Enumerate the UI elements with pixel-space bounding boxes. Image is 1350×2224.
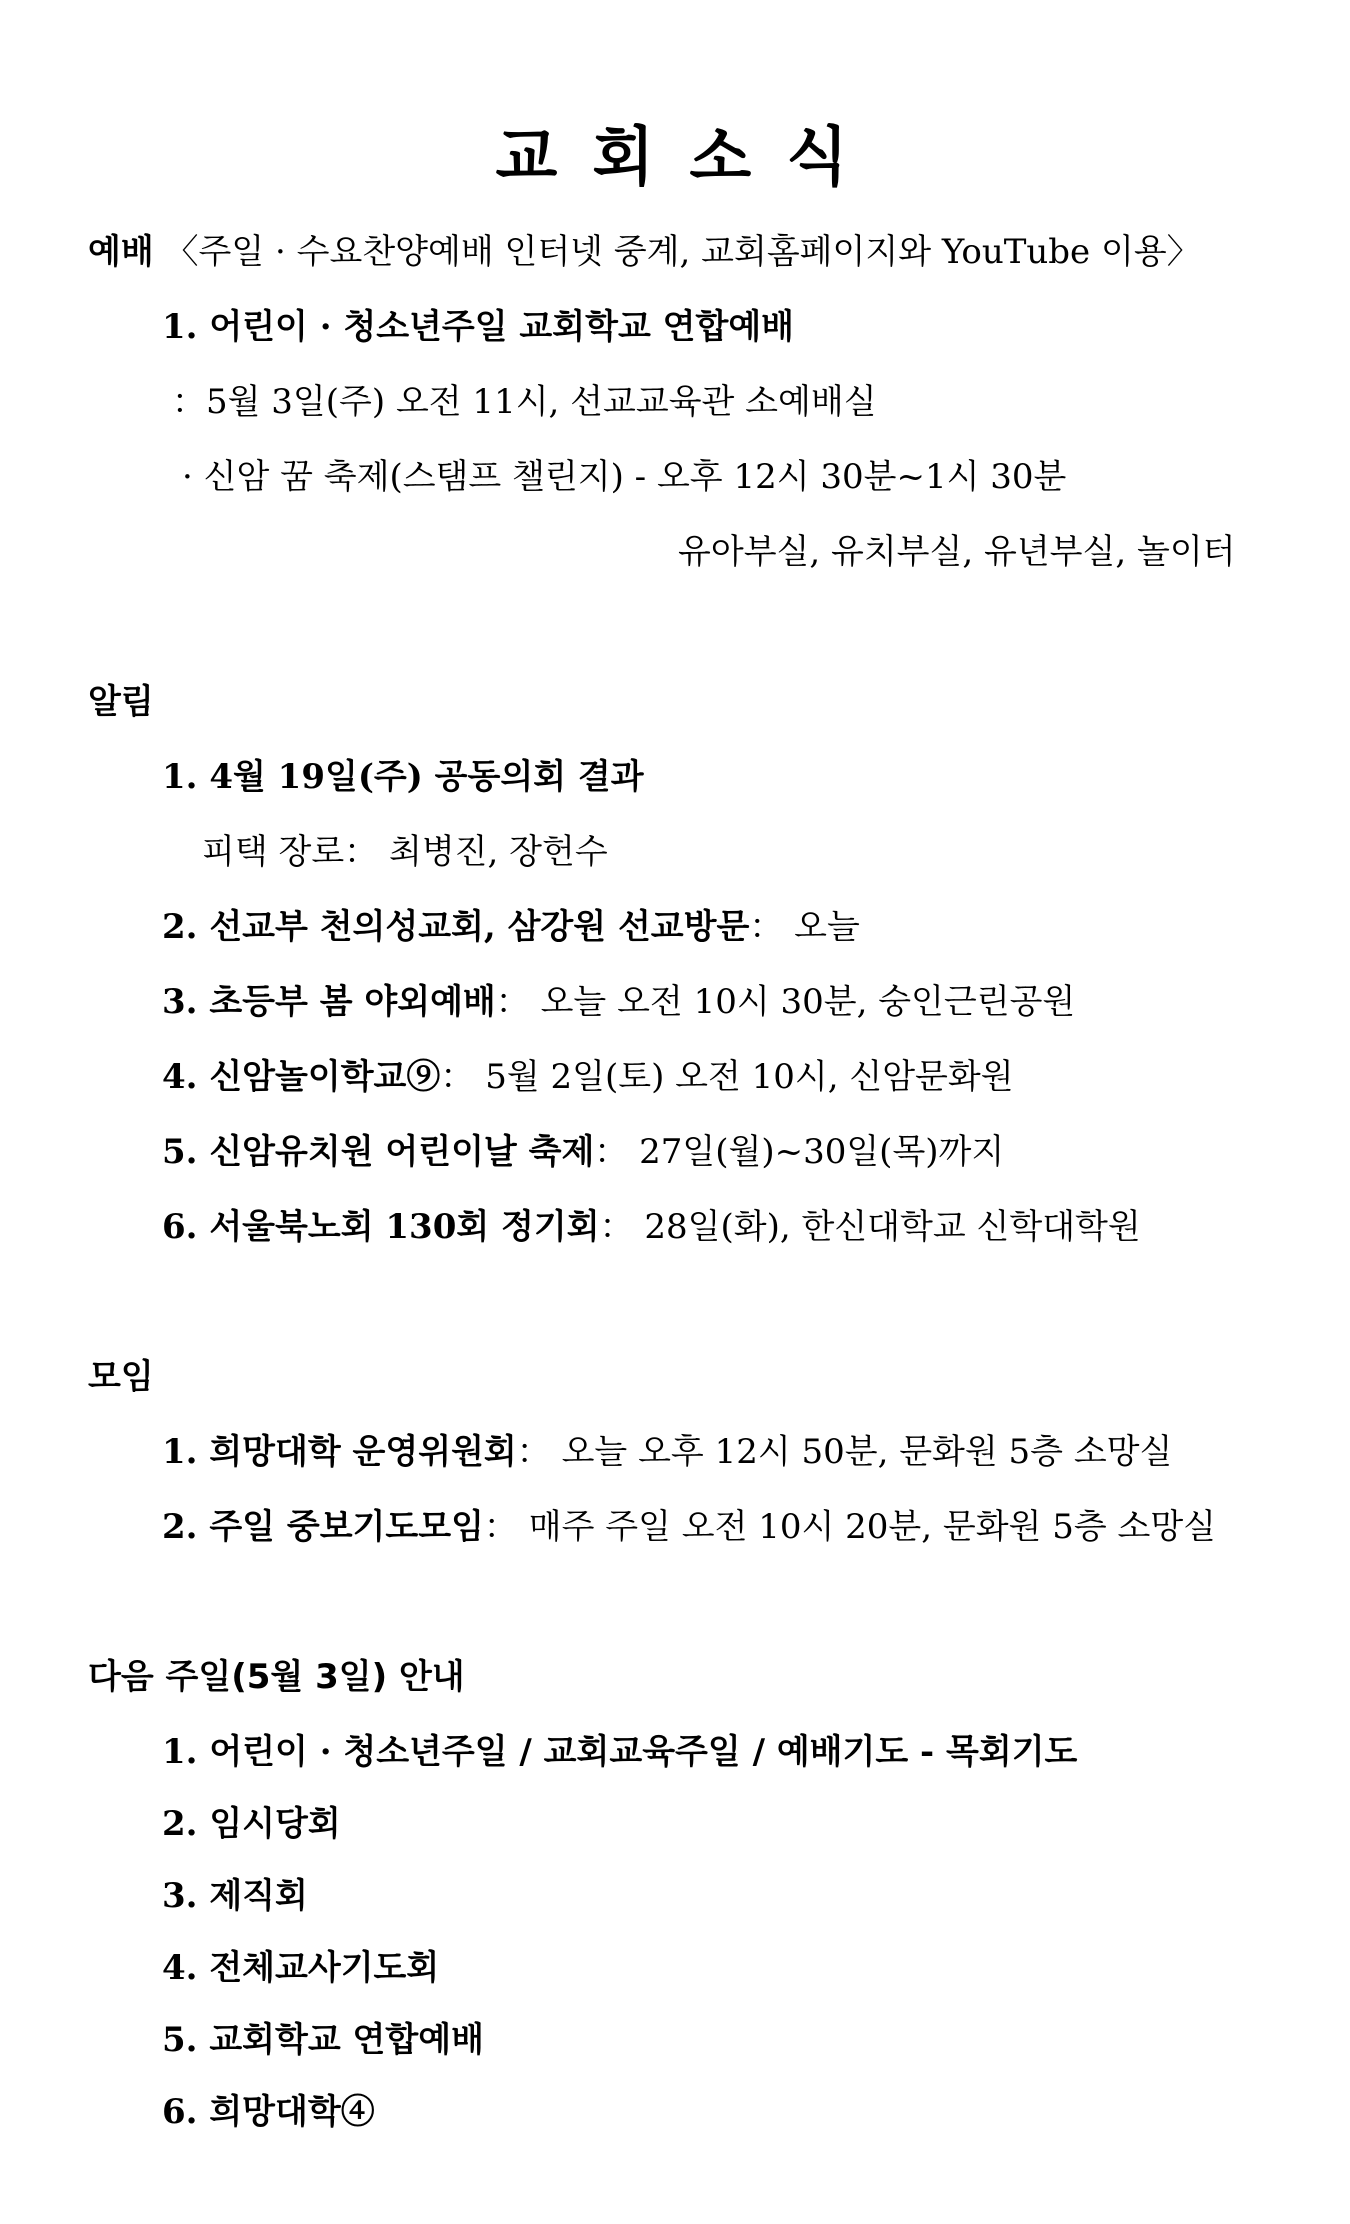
notice-item [202, 828, 608, 876]
worship-item-title: 1. 어린이 · 청소년주일 교회학교 연합예배 [162, 307, 795, 347]
next-sunday-item: 5. 교회학교 연합예배 [162, 2020, 484, 2060]
notice-title: 1. 4월 19일(주) 공동의회 결과 [162, 757, 644, 797]
page-title: 교 회 소 식 [495, 121, 855, 195]
notice-title: 2. 선교부 천의성교회, 삼강원 선교방문 [162, 907, 750, 947]
notice-item [162, 1053, 1014, 1101]
notice-detail: ： 오늘 [749, 907, 860, 947]
meeting-detail: ： 매주 주일 오전 10시 20분, 문화원 5층 소망실 [483, 1507, 1217, 1547]
worship-item-time: ：5월 3일(주) 오전 11시, 선교교육관 소예배실 [172, 382, 877, 422]
next-sunday-item: 1. 어린이 · 청소년주일 / 교회교육주일 / 예배기도 - 목회기도 [162, 1732, 1078, 1772]
notice-item [162, 1128, 1004, 1176]
notice-detail: ： 5월 2일(토) 오전 10시, 신암문화원 [440, 1057, 1014, 1097]
notice-detail: 피택 장로： 최병진, 장헌수 [202, 832, 608, 872]
worship-note: 〈주일 · 수요찬양예배 인터넷 중계, 교회홈페이지와 YouTube 이용〉 [164, 232, 1201, 272]
notice-title: 4. 신암놀이학교⑨ [162, 1057, 441, 1097]
meeting-detail: ： 오늘 오후 12시 50분, 문화원 5층 소망실 [516, 1432, 1173, 1472]
next-sunday-heading: 다음 주일(5월 3일) 안내 [88, 1657, 465, 1697]
worship-heading: 예배 [88, 232, 154, 272]
worship-section [88, 228, 1201, 276]
notices-heading: 알림 [88, 682, 154, 722]
meetings-heading: 모임 [88, 1357, 154, 1397]
next-sunday-item: 3. 제직회 [162, 1876, 308, 1916]
next-sunday-item: 6. 희망대학④ [162, 2092, 375, 2132]
notice-title: 3. 초등부 봄 야외예배 [162, 982, 496, 1022]
notice-detail: ： 27일(월)~30일(목)까지 [594, 1132, 1005, 1172]
meeting-item [162, 1428, 1172, 1476]
notice-title: 5. 신암유치원 어린이날 축제 [162, 1132, 595, 1172]
meeting-title: 1. 희망대학 운영위원회 [162, 1432, 517, 1472]
worship-item-places: 유아부실, 유치부실, 유년부실, 놀이터 [678, 532, 1236, 572]
notice-detail: ： 오늘 오전 10시 30분, 숭인근린공원 [495, 982, 1076, 1022]
notice-detail: ： 28일(화), 한신대학교 신학대학원 [599, 1207, 1141, 1247]
next-sunday-item: 4. 전체교사기도회 [162, 1948, 440, 1988]
next-sunday-item: 2. 임시당회 [162, 1804, 341, 1844]
notice-item [162, 1203, 1141, 1251]
meeting-item [162, 1503, 1216, 1551]
notice-title: 6. 서울북노회 130회 정기회 [162, 1207, 600, 1247]
notice-item [162, 753, 644, 801]
meeting-title: 2. 주일 중보기도모임 [162, 1507, 484, 1547]
notice-item [162, 903, 860, 951]
notice-item [162, 978, 1075, 1026]
worship-item-sub: · 신암 꿈 축제(스탬프 챌린지) - 오후 12시 30분~1시 30분 [182, 457, 1067, 497]
